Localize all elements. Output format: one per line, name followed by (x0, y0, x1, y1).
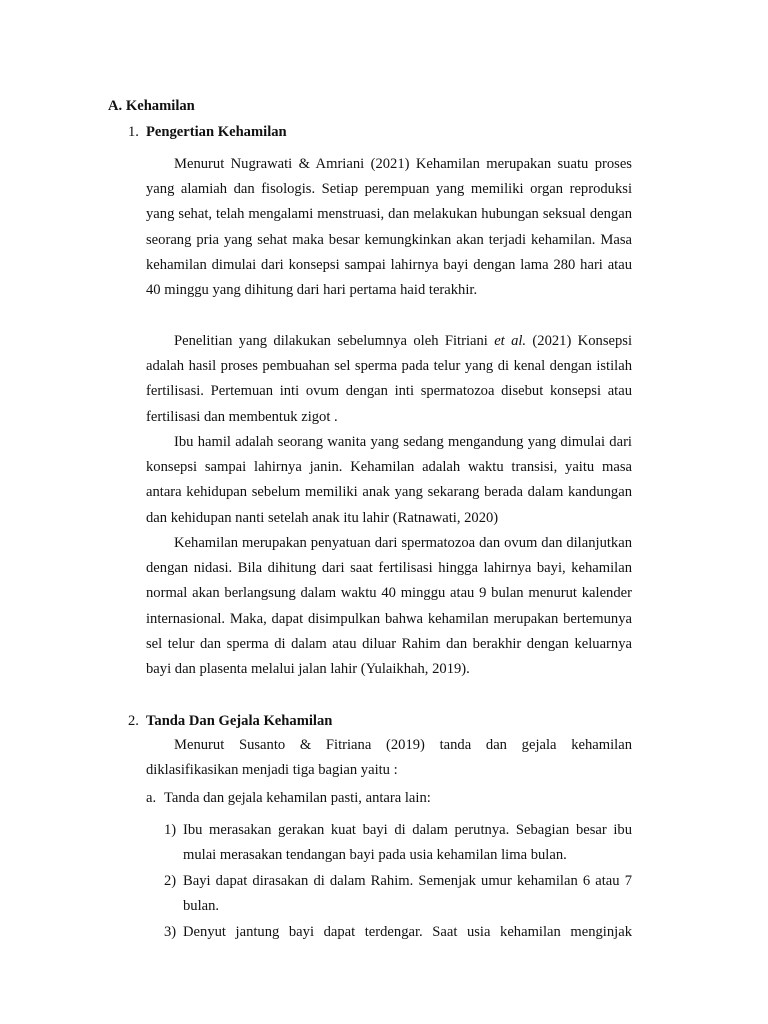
list-item (164, 869, 632, 919)
list-marker: a. (146, 790, 157, 806)
list-item-marker: 1) (164, 822, 177, 838)
list-item (164, 920, 632, 945)
list-item-marker: 2) (164, 873, 177, 889)
italic-term: et al. (494, 333, 527, 349)
paragraph: Menurut Susanto & Fitriana (2019) tanda dan gejala kehamilan diklasifikasikan menjadi tiga bagian yaitu : (146, 737, 632, 779)
subsection-number: 2. (128, 713, 139, 729)
list-item-text: Bayi dapat dirasakan di dalam Rahim. Semenjak umur kehamilan 6 atau 7 bulan. (183, 873, 632, 915)
section-heading (108, 96, 195, 116)
section-marker: A. (108, 98, 123, 114)
paragraph (146, 329, 632, 430)
subsection-title: Pengertian Kehamilan (146, 124, 287, 140)
section-title: Kehamilan (125, 98, 195, 114)
paragraph-text: Penelitian yang dilakukan sebelumnya oleh Fitriani (174, 333, 495, 349)
list-subheading-text: Tanda dan gejala kehamilan pasti, antara lain: (164, 790, 431, 806)
list-item-text: Denyut jantung bayi dapat terdengar. Saat usia kehamilan menginjak (183, 924, 632, 940)
paragraph: Menurut Nugrawati & Amriani (2021) Kehamilan merupakan suatu proses yang alamiah dan fisologis. Setiap perempuan yang memiliki organ reproduksi yang sehat, telah mengalami menstruasi, dan melakukan hubungan seksual dengan seorang pria yang sehat maka besar kemungkinkan akan terjadi kehamilan. Masa kehamilan dimulai dari konsepsi sampai lahirnya bayi dengan lama 280 hari atau 40 minggu yang dihitung dari hari pertama haid terakhir. (146, 156, 632, 299)
list-subheading (146, 788, 431, 808)
list-item-marker: 3) (164, 924, 177, 940)
paragraph: Ibu hamil adalah seorang wanita yang sedang mengandung yang dimulai dari konsepsi sampai lahirnya janin. Kehamilan adalah waktu transisi, yaitu masa antara kehidupan sebelum memiliki anak yang sekarang berada dalam kandungan dan kehidupan nanti setelah anak itu lahir (Ratnawati, 2020) (146, 434, 632, 526)
subsection-heading-2 (128, 711, 332, 731)
subsection-title: Tanda Dan Gejala Kehamilan (146, 713, 333, 729)
subsection-number: 1. (128, 124, 139, 140)
paragraph-text: (2021) Konsepsi adalah hasil proses pembuahan sel sperma pada telur yang di kenal dengan istilah fertilisasi. Pertemuan inti ovum dengan inti spermatozoa disebut konsepsi atau fertilisasi dan membentuk zigot . (146, 333, 633, 425)
subsection-heading-1 (128, 122, 287, 142)
list-item (164, 818, 632, 868)
paragraph: Kehamilan merupakan penyatuan dari spermatozoa dan ovum dan dilanjutkan dengan nidasi. Bila dihitung dari saat fertilisasi hingga lahirnya bayi, kehamilan normal akan berlangsung dalam waktu 40 minggu atau 9 bulan menurut kalender internasional. Maka, dapat disimpulkan bahwa kehamilan merupakan bertemunya sel telur dan sperma di dalam atau diluar Rahim dan berakhir dengan keluarnya bayi dan plasenta melalui jalan lahir (Yulaikhah, 2019). (146, 535, 632, 678)
list-item-text: Ibu merasakan gerakan kuat bayi di dalam perutnya. Sebagian besar ibu mulai merasakan tendangan bayi pada usia kehamilan lima bulan. (183, 822, 632, 864)
